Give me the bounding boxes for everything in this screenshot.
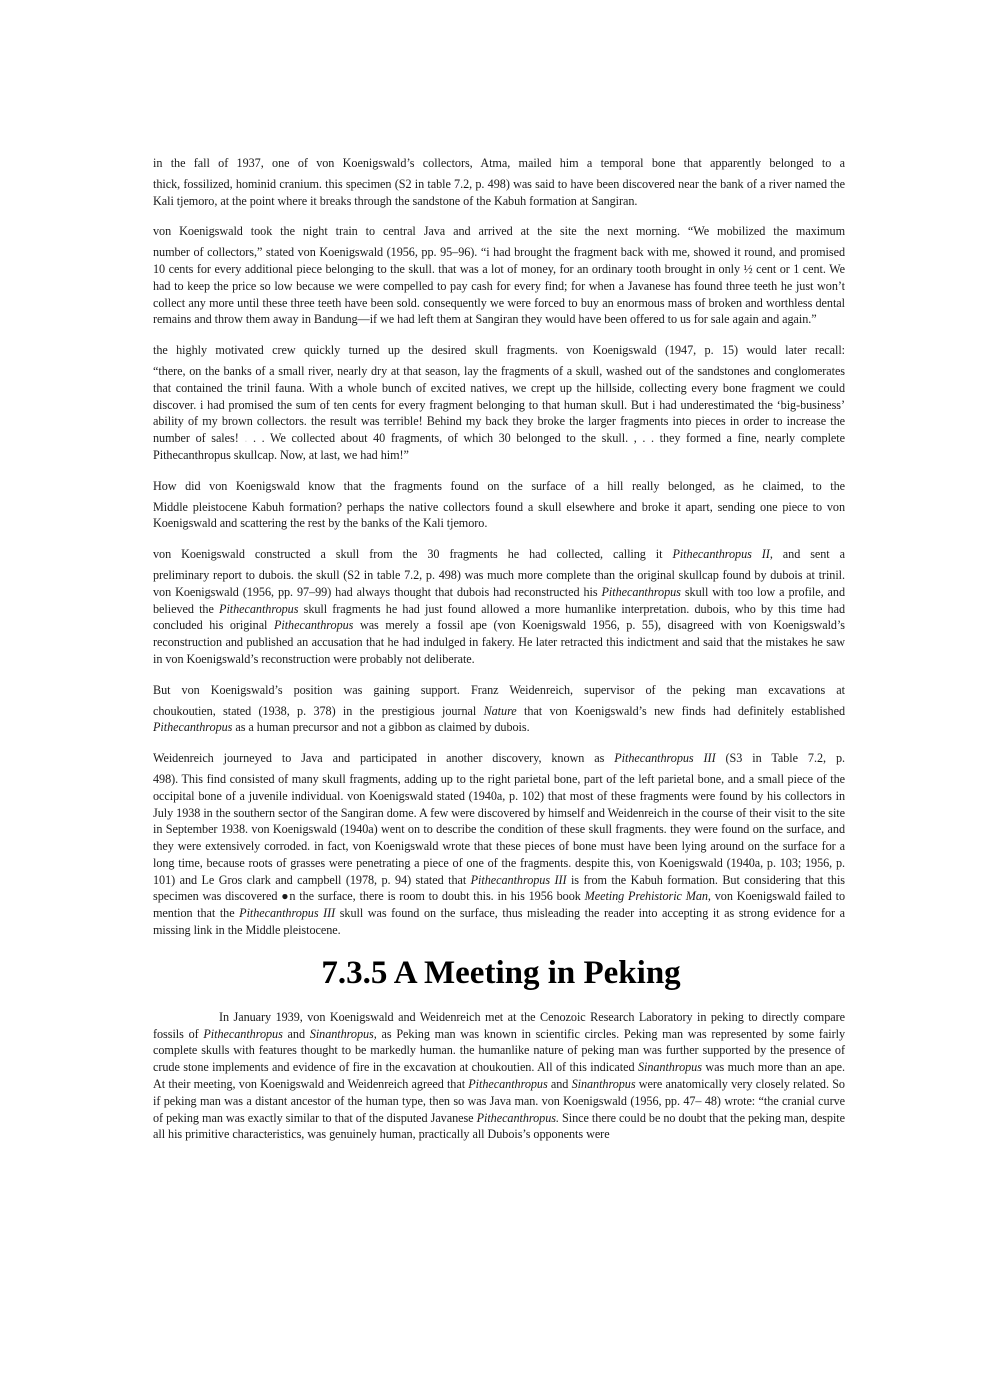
paragraph-night-train (153, 223, 845, 328)
italic-term: Pithecanthropus III (614, 751, 716, 766)
paragraph-weidenreich-support (153, 682, 845, 736)
paragraph-kabuh-question (153, 478, 845, 532)
text-run: and (547, 1077, 572, 1092)
quote-body: “there, on the banks of a small river, nearly dry at that season, lay the fragments of a skull, washed out of the sandstones and conglomerates that contained the trinil fauna. With a whole bunch of excited natives, we crept up the hillside, collecting every bone fragment we could discover. i had promised the sum of ten cents for every fragment belonging to that human skull. But i had underestimated the ‘big-business’ ability of my brown collectors. the result was terrible! Behind my back they broke the larger fragments into pieces in order to increase the number of sales! (153, 363, 845, 446)
text-run: as a human precursor and not a gibbon as claimed by dubois. (232, 720, 530, 735)
text-run: Weidenreich journeyed to Java and participated in another discovery, known as (153, 751, 615, 766)
text-run: von Koenigswald constructed a skull from the 30 fragments he had collected, calling it (153, 547, 673, 562)
text-run: skull with too low a profile, and believed the (153, 584, 845, 616)
text-run: choukoutien, stated (1938, p. 378) in the prestigious journal (153, 703, 484, 718)
document-page (153, 155, 845, 1157)
text-run: were anatomically very closely related. So if peking man was a distant ancestor of the human type, then so was Java man. von Koenigswald (1956, pp. 47– 48) wrote: “the cranial curve of peking man was exactly similar to that of the disputed Javanese (153, 1077, 845, 1125)
text-run: 498). This find consisted of many skull fragments, adding up to the right parietal bone, part of the left parietal bone, and a small piece of the occipital bone of a juvenile individual. von Koenigswald stated (1940a, p. 102) that most of these fragments were found by his collectors in July 1938 in the southern sector of the Sangiran dome. A few were discovered by himself and Weidenreich in the course of their visit to the site in September 1938. von Koenigswald (1940a) went on to describe the condition of these skull fragments. they were found on the surface, and they were extensively corroded. in fact, von Koenigswald wrote that these pieces of bone must have been lying around on the surface for a long time, because roots of grasses were penetrating a piece of one of the fragments. despite this, von Koenigswald (1940a, p. 103; 1956, p. 101) and Le Gros clark and campbell (1978, p. 94) stated that (153, 771, 845, 887)
paragraph-skull-fragments-recall (153, 342, 845, 464)
faded-mark: . (238, 431, 253, 446)
paragraph-first-line: But von Koenigswald’s position was gaining support. Franz Weidenreich, supervisor of the peking man excavations at (153, 682, 845, 697)
text-run: was merely a fossil ape (von Koenigswald 1956, p. 55), disagreed with von Koenigswald’s reconstruction and published an accusation that he had indulged in fakery. He later retracted this indictment and said that the mistakes he saw in von Koenigswald’s reconstruction were probably not deliberate. (153, 618, 845, 666)
italic-term: Pithecanthropus (219, 601, 299, 616)
text-run: is from the Kabuh formation. But considering that this specimen was discovered ●n the surface, there is room to doubt this. in his 1956 book (153, 872, 845, 904)
text-run: von Koenigswald failed to mention that the (153, 889, 845, 921)
text-run: as Peking man was known in scientific circles. Peking man was represented by some fairly complete skulls with features thought to be markedly human. the humanlike nature of peking man was further supported by the presence of crude stone implements and evidence of fire in the excavation at choukoutien. All of this indicated (153, 1026, 845, 1075)
italic-term: Pithecanthropus (601, 584, 681, 599)
italic-term: Meeting Prehistoric Man, (584, 889, 711, 904)
italic-term: Sinanthropus (571, 1077, 636, 1092)
text-run: , and sent a (769, 547, 845, 562)
text-run: skull fragments he had just found allowed a more humanlike interpretation. dubois, who by this time had concluded his original (153, 601, 845, 633)
paragraph-meeting-in-peking (153, 1009, 845, 1143)
italic-term: Nature (483, 703, 517, 718)
italic-term: Pithecanthropus III (239, 906, 336, 921)
paragraph-body: Middle pleistocene Kabuh formation? perhaps the native collectors found a skull elsewhere and broke it apart, sending one piece to von Koenigswald and scattering the rest by the banks of the Kali tjemoro. (153, 499, 845, 531)
italic-term: Pithecanthropus (273, 618, 354, 633)
italic-term: Pithecanthropus. (476, 1110, 559, 1125)
text-run: and (282, 1026, 310, 1041)
text-run: In January 1939, von Koenigswald and Weidenreich met at the Cenozoic Research Laboratory in peking to directly compare fossils of (153, 1009, 845, 1041)
paragraph-first-line: How did von Koenigswald know that the fragments found on the surface of a hill really belonged, as he claimed, to the (153, 478, 845, 493)
text-run: Since there could be no doubt that the peking man, despite all his primitive characteristics, was genuinely human, practically all Dubois’s opponents were (153, 1110, 845, 1142)
paragraph-body: number of collectors,” stated von Koenigswald (1956, pp. 95–96). “i had brought the fragment back with me, showed it round, and promised 10 cents for every additional piece belonging to the skull. that was a lot of money, for an ordinary tooth brought in only ½ cent or 1 cent. We had to keep the price so low because we were compelled to pay cash for every find; for when a Javanese has found three teeth he just won’t collect any more until these three teeth have been sold. consequently we were forced to buy an enormous mass of broken and worthless dental remains and throw them away in Bandung—if we had left them at Sangiran they would have been offered to us for sale again and again.” (153, 245, 845, 327)
quote-body-continued: . . We collected about 40 fragments, of which 30 belonged to the skull. , . . they formed a fine, nearly complete Pithecanthropus skullcap. Now, at last, we had him!” (153, 431, 845, 462)
paragraph-pithecanthropus-ii (153, 546, 845, 668)
italic-term: Pithecanthropus (468, 1077, 548, 1092)
italic-term: Sinanthropus, (309, 1026, 377, 1041)
italic-term: Pithecanthropus (153, 720, 233, 735)
text-run: that von Koenigswald’s new finds had definitely established (516, 703, 845, 718)
paragraph-first-line (153, 546, 845, 563)
text-run: (S3 in Table 7.2, p. (715, 751, 845, 766)
paragraph-pithecanthropus-iii (153, 750, 845, 939)
paragraph-first-line: von Koenigswald took the night train to central Java and arrived at the site the next morning. “We mobilized the maximum (153, 224, 845, 239)
text-run: preliminary report to dubois. the skull (S2 in table 7.2, p. 498) was much more complete than the original skullcap found by dubois at trinil. von Koenigswald (1956, pp. 97–99) had always thought that dubois had reconstructed his (153, 567, 845, 599)
italic-term: Pithecanthropus III (470, 872, 567, 887)
italic-term: Pithecanthropus II (672, 547, 770, 562)
paragraph-first-line: the highly motivated crew quickly turned up the desired skull fragments. von Koenigswald (1947, p. 15) would later recall: (153, 343, 845, 358)
italic-term: Sinanthropus (637, 1060, 702, 1075)
paragraph-body: thick, fossilized, hominid cranium. this specimen (S2 in table 7.2, p. 498) was said to have been discovered near the bank of a river named the Kali tjemoro, at the point where it breaks through the sandstone of the Kabuh formation at Sangiran. (153, 176, 845, 208)
italic-term: Pithecanthropus (203, 1026, 283, 1041)
paragraph-atma-temporal-bone (153, 155, 845, 209)
text-run: skull was found on the surface, thus misleading the reader into accepting it as strong evidence for a missing link in the Middle pleistocene. (153, 906, 845, 938)
paragraph-first-line (153, 750, 845, 767)
paragraph-first-line: in the fall of 1937, one of von Koenigswald’s collectors, Atma, mailed him a temporal bone that apparently belonged to a (153, 156, 845, 170)
section-heading: 7.3.5 A Meeting in Peking (321, 954, 681, 991)
text-run: was much more than an ape. At their meeting, von Koenigswald and Weidenreich agreed that (153, 1060, 845, 1092)
